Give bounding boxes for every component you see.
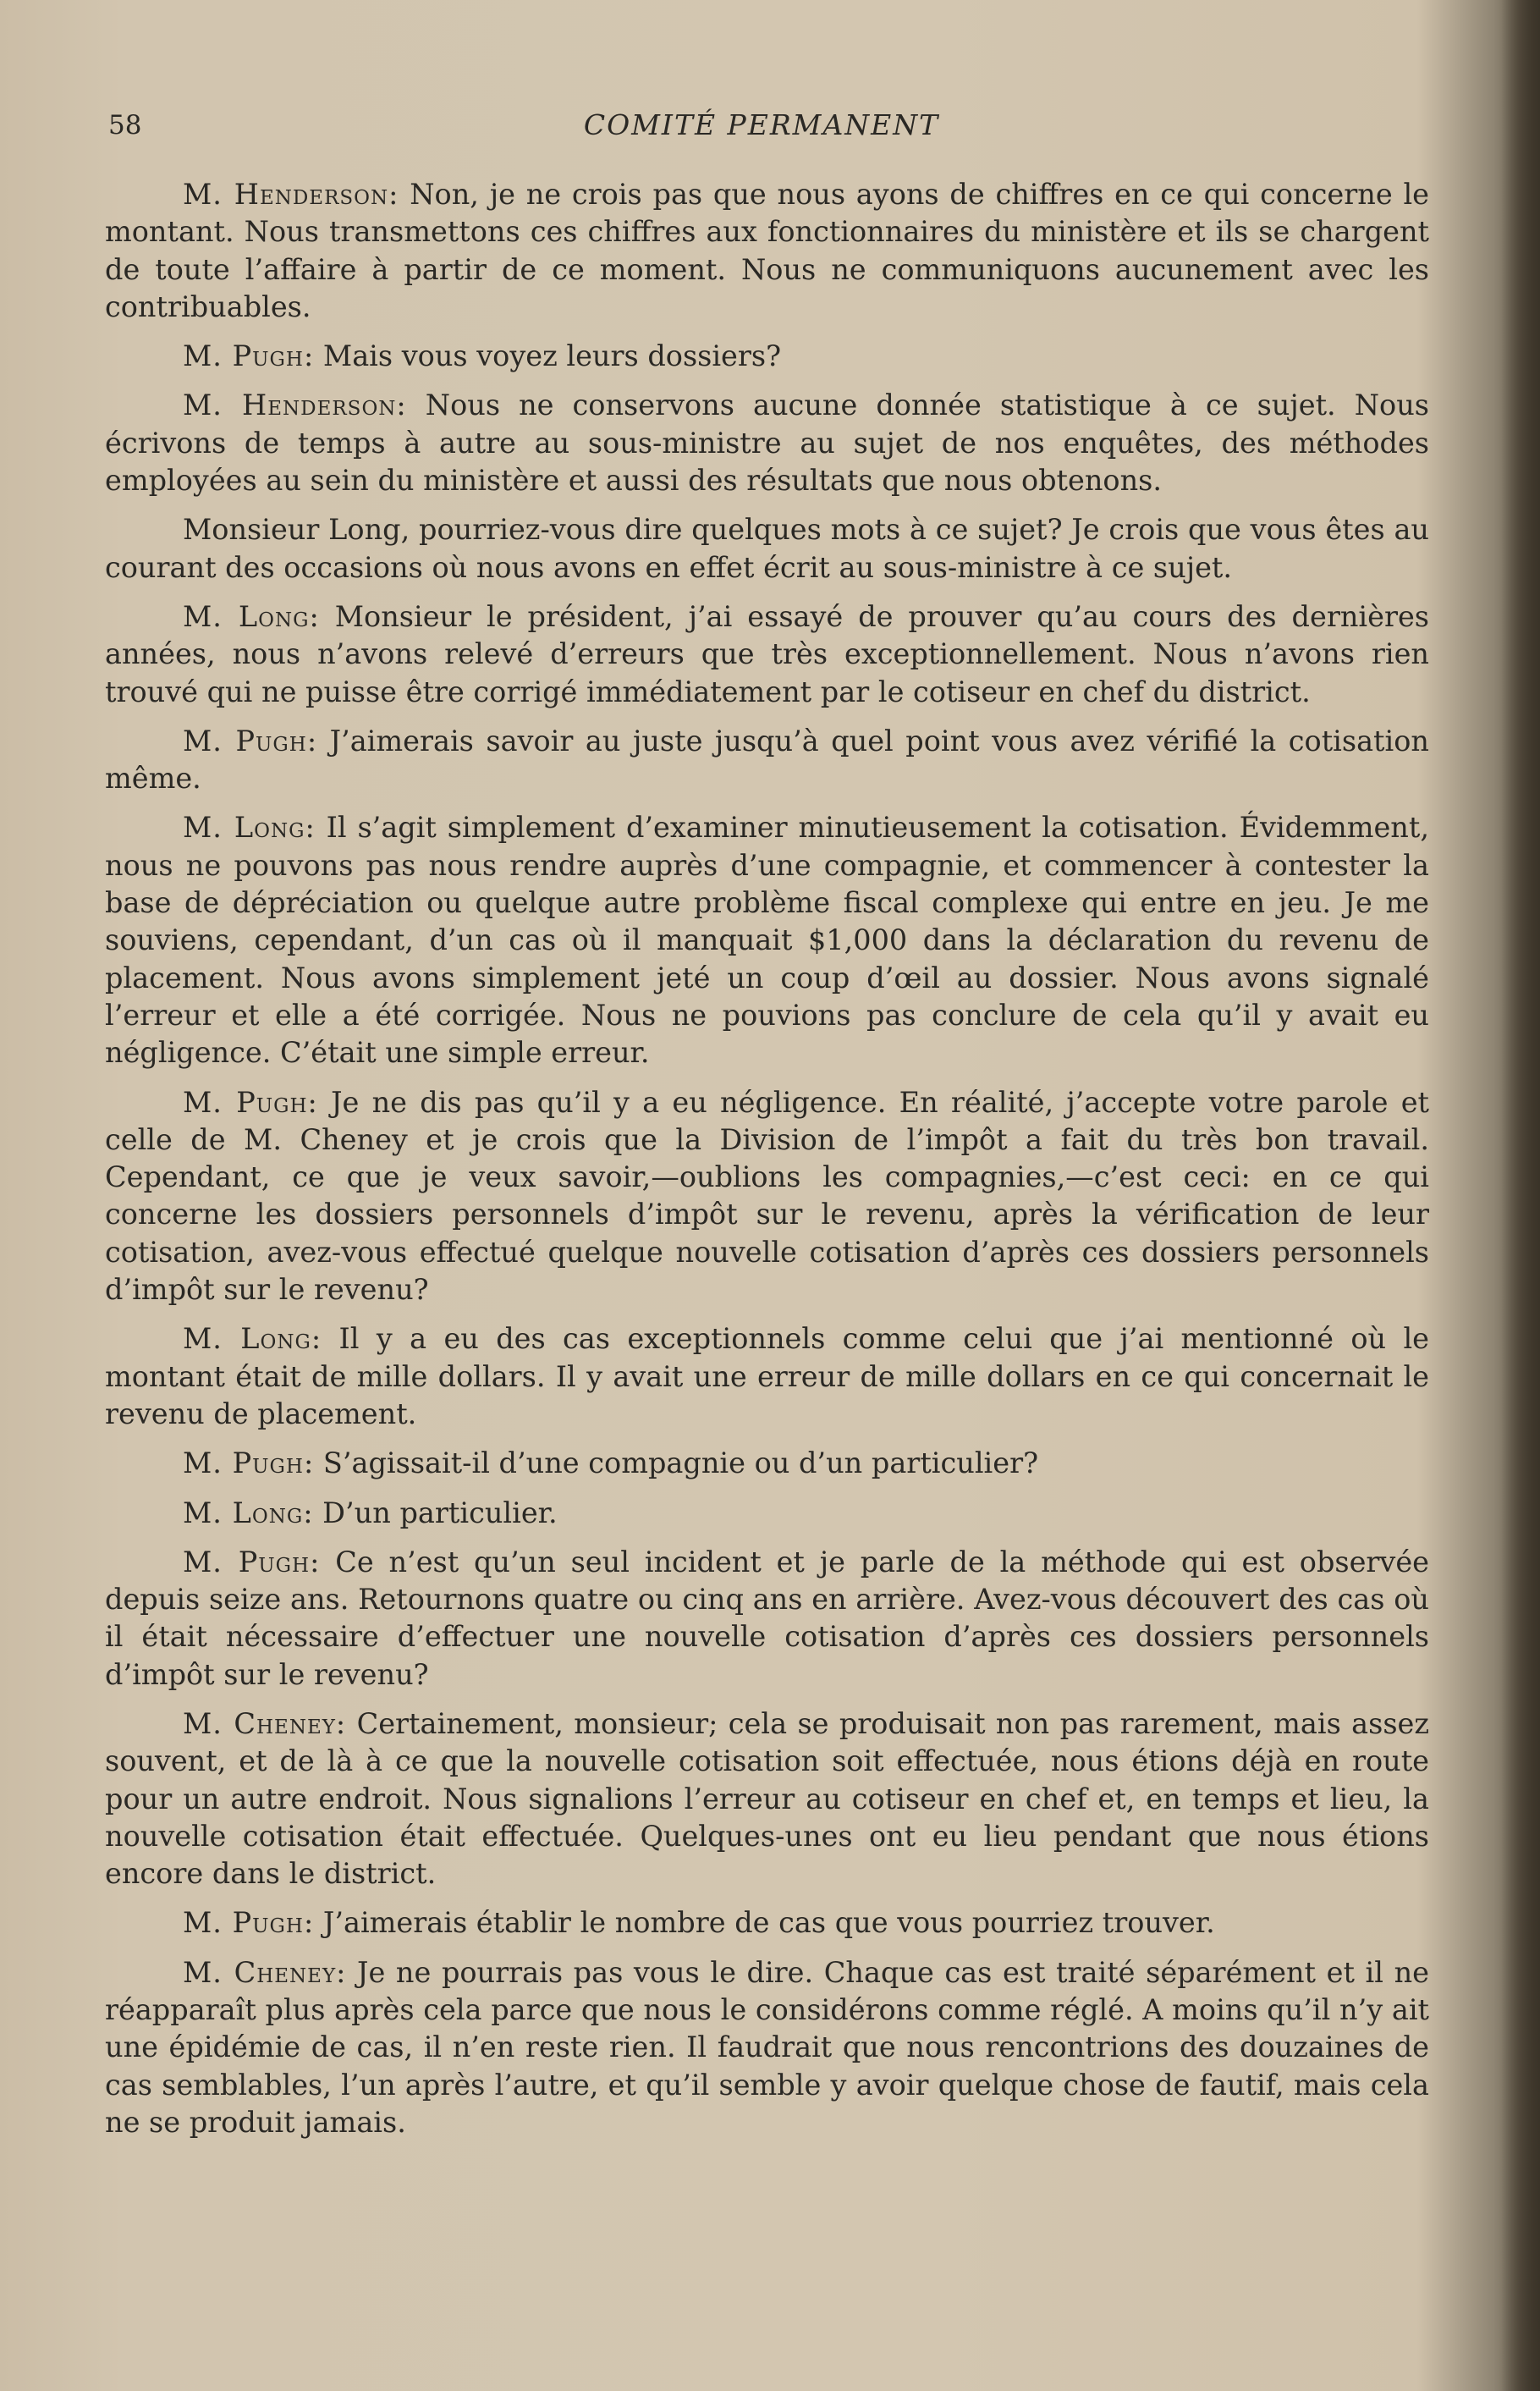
paragraph (105, 1320, 1429, 1433)
paragraph-text: Monsieur Long, pourriez-vous dire quelques mots à ce sujet? Je crois que vous êtes au courant des occasions où nous avons en effet écrit au sous-ministre à ce sujet. (105, 513, 1429, 584)
paragraph-text: S’agissait-il d’une compagnie ou d’un particulier? (314, 1446, 1039, 1480)
paragraph (105, 1445, 1429, 1482)
paragraph-text: Mais vous voyez leurs dossiers? (314, 339, 782, 373)
paragraph (105, 1904, 1429, 1942)
speaker-name: M. Cheney: (183, 1955, 347, 1989)
paragraph-text: Il s’agit simplement d’examiner minutieusement la cotisation. Évidemment, nous ne pouvons pas nous rendre auprès d’une compagnie, et commencer à contester la base de dépréciation ou quelque autre problème fiscal complexe qui entre en jeu. Je me souviens, cependant, d’un cas où il manquait $1,000 dans la déclaration du revenu de placement. Nous avons simplement jeté un coup d’œil au dossier. Nous avons signalé l’erreur et elle a été corrigée. Nous ne pouvions pas conclure de cela qu’il y avait eu négligence. C’était une simple erreur. (105, 811, 1429, 1070)
speaker-name: M. Henderson: (183, 178, 399, 211)
paragraph (105, 598, 1429, 711)
transcript-body (105, 176, 1429, 2153)
speaker-name: M. Pugh: (183, 1446, 315, 1480)
paragraph (105, 1084, 1429, 1309)
speaker-name: M. Pugh: (183, 724, 318, 758)
paragraph (105, 387, 1429, 499)
paragraph (105, 1544, 1429, 1694)
paragraph (105, 1495, 1429, 1532)
paragraph-text: J’aimerais établir le nombre de cas que vous pourriez trouver. (314, 1906, 1215, 1940)
paragraph (105, 1954, 1429, 2141)
speaker-name: M. Pugh: (183, 1545, 321, 1578)
paragraph (105, 723, 1429, 798)
paragraph (105, 176, 1429, 326)
paragraph-text: Certainement, monsieur; cela se produisait non pas rarement, mais assez souvent, et de là à ce que la nouvelle cotisation soit effectuée, nous étions déjà en route pour un autre endroit. Nous signalions l’erreur au cotiseur en chef et, en temps et lieu, la nouvelle cotisation était effectuée. Quelques-unes ont eu lieu pendant que nous étions encore dans le district. (105, 1706, 1429, 1891)
paragraph-text: Monsieur le président, j’ai essayé de prouver qu’au cours des dernières années, nous n’avons relevé d’erreurs que très exceptionnellement. Nous n’avons rien trouvé qui ne puisse être corrigé immédiatement par le cotiseur en chef du district. (105, 599, 1429, 708)
speaker-name: M. Cheney: (183, 1706, 347, 1740)
paragraph-text: Je ne dis pas qu’il y a eu négligence. En réalité, j’accepte votre parole et celle de M. Cheney et je crois que la Division de l’impôt a fait du très bon travail. Cependant, ce que je veux savoir,—oublions les compagnies,—c’est ceci: en ce qui concerne les dossiers personnels d’impôt sur le revenu, après la vérification de leur cotisation, avez-vous effectué quelque nouvelle cotisation d’après ces dossiers personnels d’impôt sur le revenu? (105, 1085, 1429, 1307)
speaker-name: M. Pugh: (183, 1085, 318, 1119)
paragraph-text: Non, je ne crois pas que nous ayons de chiffres en ce qui concerne le montant. Nous transmettons ces chiffres aux fonctionnaires du ministère et ils se chargent de toute l’affaire à partir de ce moment. Nous ne communiquons aucunement avec les contribuables. (105, 178, 1429, 323)
paragraph-text: Nous ne conservons aucune donnée statistique à ce sujet. Nous écrivons de temps à autre au sous-ministre au sujet de nos enquêtes, des méthodes employées au sein du ministère et aussi des résultats que nous obtenons. (105, 388, 1429, 498)
paragraph-text: Ce n’est qu’un seul incident et je parle de la méthode qui est observée depuis seize ans. Retournons quatre ou cinq ans en arrière. Avez-vous découvert des cas où il était nécessaire d’effectuer une nouvelle cotisation d’après ces dossiers personnels d’impôt sur le revenu? (105, 1545, 1429, 1691)
page-edge-shadow (1501, 0, 1540, 2391)
paragraph-text: D’un particulier. (313, 1496, 558, 1529)
paragraph-text: Il y a eu des cas exceptionnels comme celui que j’ai mentionné où le montant était de mille dollars. Il y avait une erreur de mille dollars en ce qui concernait le revenu de placement. (105, 1322, 1429, 1430)
paragraph-text: Je ne pourrais pas vous le dire. Chaque cas est traité séparément et il ne réapparaît plus après cela parce que nous le considérons comme réglé. A moins qu’il n’y ait une épidémie de cas, il n’en reste rien. Il faudrait que nous rencontrions des douzaines de cas semblables, l’un après l’autre, et qu’il semble y avoir quelque chose de fautif, mais cela ne se produit jamais. (105, 1955, 1429, 2139)
running-title: COMITÉ PERMANENT (583, 108, 940, 141)
paragraph-text: J’aimerais savoir au juste jusqu’à quel point vous avez vérifié la cotisation même. (105, 724, 1429, 796)
speaker-name: M. Pugh: (183, 339, 315, 373)
speaker-name: M. Henderson: (183, 388, 407, 422)
paragraph (105, 511, 1429, 587)
speaker-name: M. Long: (183, 599, 320, 633)
speaker-name: M. Long: (183, 1322, 322, 1356)
page-header (102, 108, 1422, 149)
speaker-name: M. Long: (183, 811, 316, 845)
speaker-name: M. Pugh: (183, 1906, 315, 1940)
paragraph (105, 1705, 1429, 1892)
paragraph (105, 338, 1429, 375)
speaker-name: M. Long: (183, 1496, 314, 1529)
page-number: 58 (108, 110, 142, 140)
paragraph (105, 809, 1429, 1072)
